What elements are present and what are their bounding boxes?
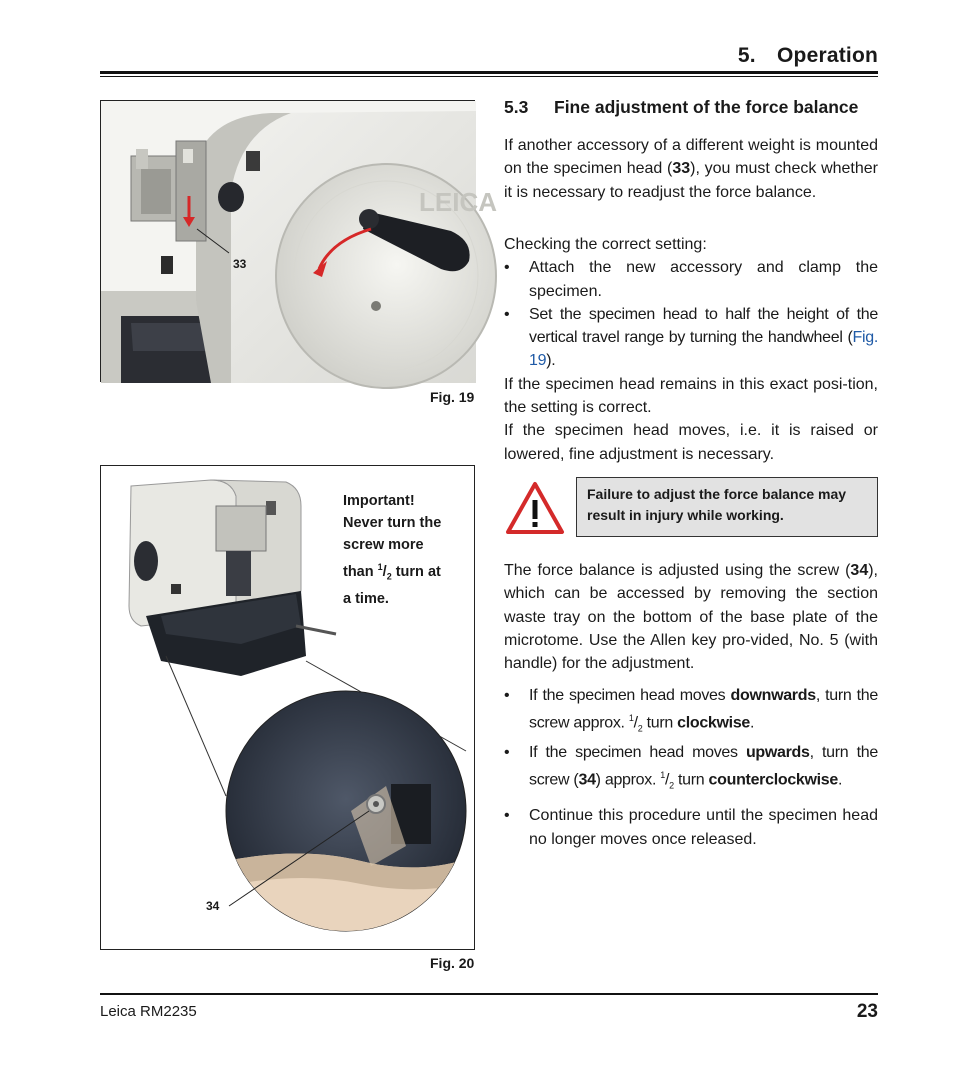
footer-product: Leica RM2235 xyxy=(100,1003,197,1020)
callout-33: 33 xyxy=(233,257,247,271)
callout-34: 34 xyxy=(206,899,220,913)
leica-logo: LEICA xyxy=(419,187,497,217)
figure-19-image xyxy=(100,100,497,382)
result-ok: If the specimen head remains in this exact posi-tion, the setting is correct. xyxy=(504,375,878,417)
chapter-title: 5. Operation xyxy=(737,44,878,67)
important-note-line5: a time. xyxy=(343,590,389,607)
adjust-steps xyxy=(504,684,878,851)
section-heading xyxy=(504,97,858,118)
important-note xyxy=(343,490,463,610)
list-item: • Set the specimen head to half the height of the vertical travel range by turning the handwheel (Fig. 19). xyxy=(504,303,878,373)
important-note-line1: Important! xyxy=(343,493,415,509)
checking-block xyxy=(504,233,878,466)
important-note-line3: screw more xyxy=(343,537,424,553)
section-number: 5.3 xyxy=(504,97,529,117)
header-rule xyxy=(100,71,878,74)
section-title: Fine adjustment of the force balance xyxy=(554,97,859,117)
important-note-line4: than $^1/_2$ turn at xyxy=(343,562,441,582)
list-item: • If the specimen head moves downwards, turn the screw approx. $^1/_2$ turn clockwise. xyxy=(504,684,878,741)
header-rule-thin xyxy=(100,76,878,77)
figure-19-caption: Fig. 19 xyxy=(430,389,475,405)
figure-20-caption: Fig. 20 xyxy=(430,955,475,971)
list-item: • If the specimen head moves upwards, turn the screw (34) approx. $^1/_2$ turn counterclockwise. xyxy=(504,741,878,798)
warning-icon xyxy=(504,480,566,536)
page-number: 23 xyxy=(856,1001,878,1022)
fig-19-link[interactable]: Fig. 19 xyxy=(529,329,878,370)
adjust-paragraph: The force balance is adjusted using the screw (34), which can be accessed by removing the section waste tray on the bottom of the base plate of the microtome. Use the Allen key pro-vided, No. 5 (with handle) for the adjustment. xyxy=(504,562,878,673)
list-item: • Continue this procedure until the specimen head no longer moves once released. xyxy=(504,804,878,851)
result-adjust: If the specimen head moves, i.e. it is raised or lowered, fine adjustment is necessary. xyxy=(504,422,878,463)
list-item: • Attach the new accessory and clamp the specimen. xyxy=(504,256,878,303)
warning-box: Failure to adjust the force balance may result in injury while working. xyxy=(576,477,878,537)
footer-rule xyxy=(100,993,878,995)
important-note-line2: Never turn the xyxy=(343,515,442,531)
intro-paragraph: If another accessory of a different weight is mounted on the specimen head (33), you must check whether it is necessary to readjust the force balance. xyxy=(504,137,878,201)
checking-heading: Checking the correct setting: xyxy=(504,236,707,253)
